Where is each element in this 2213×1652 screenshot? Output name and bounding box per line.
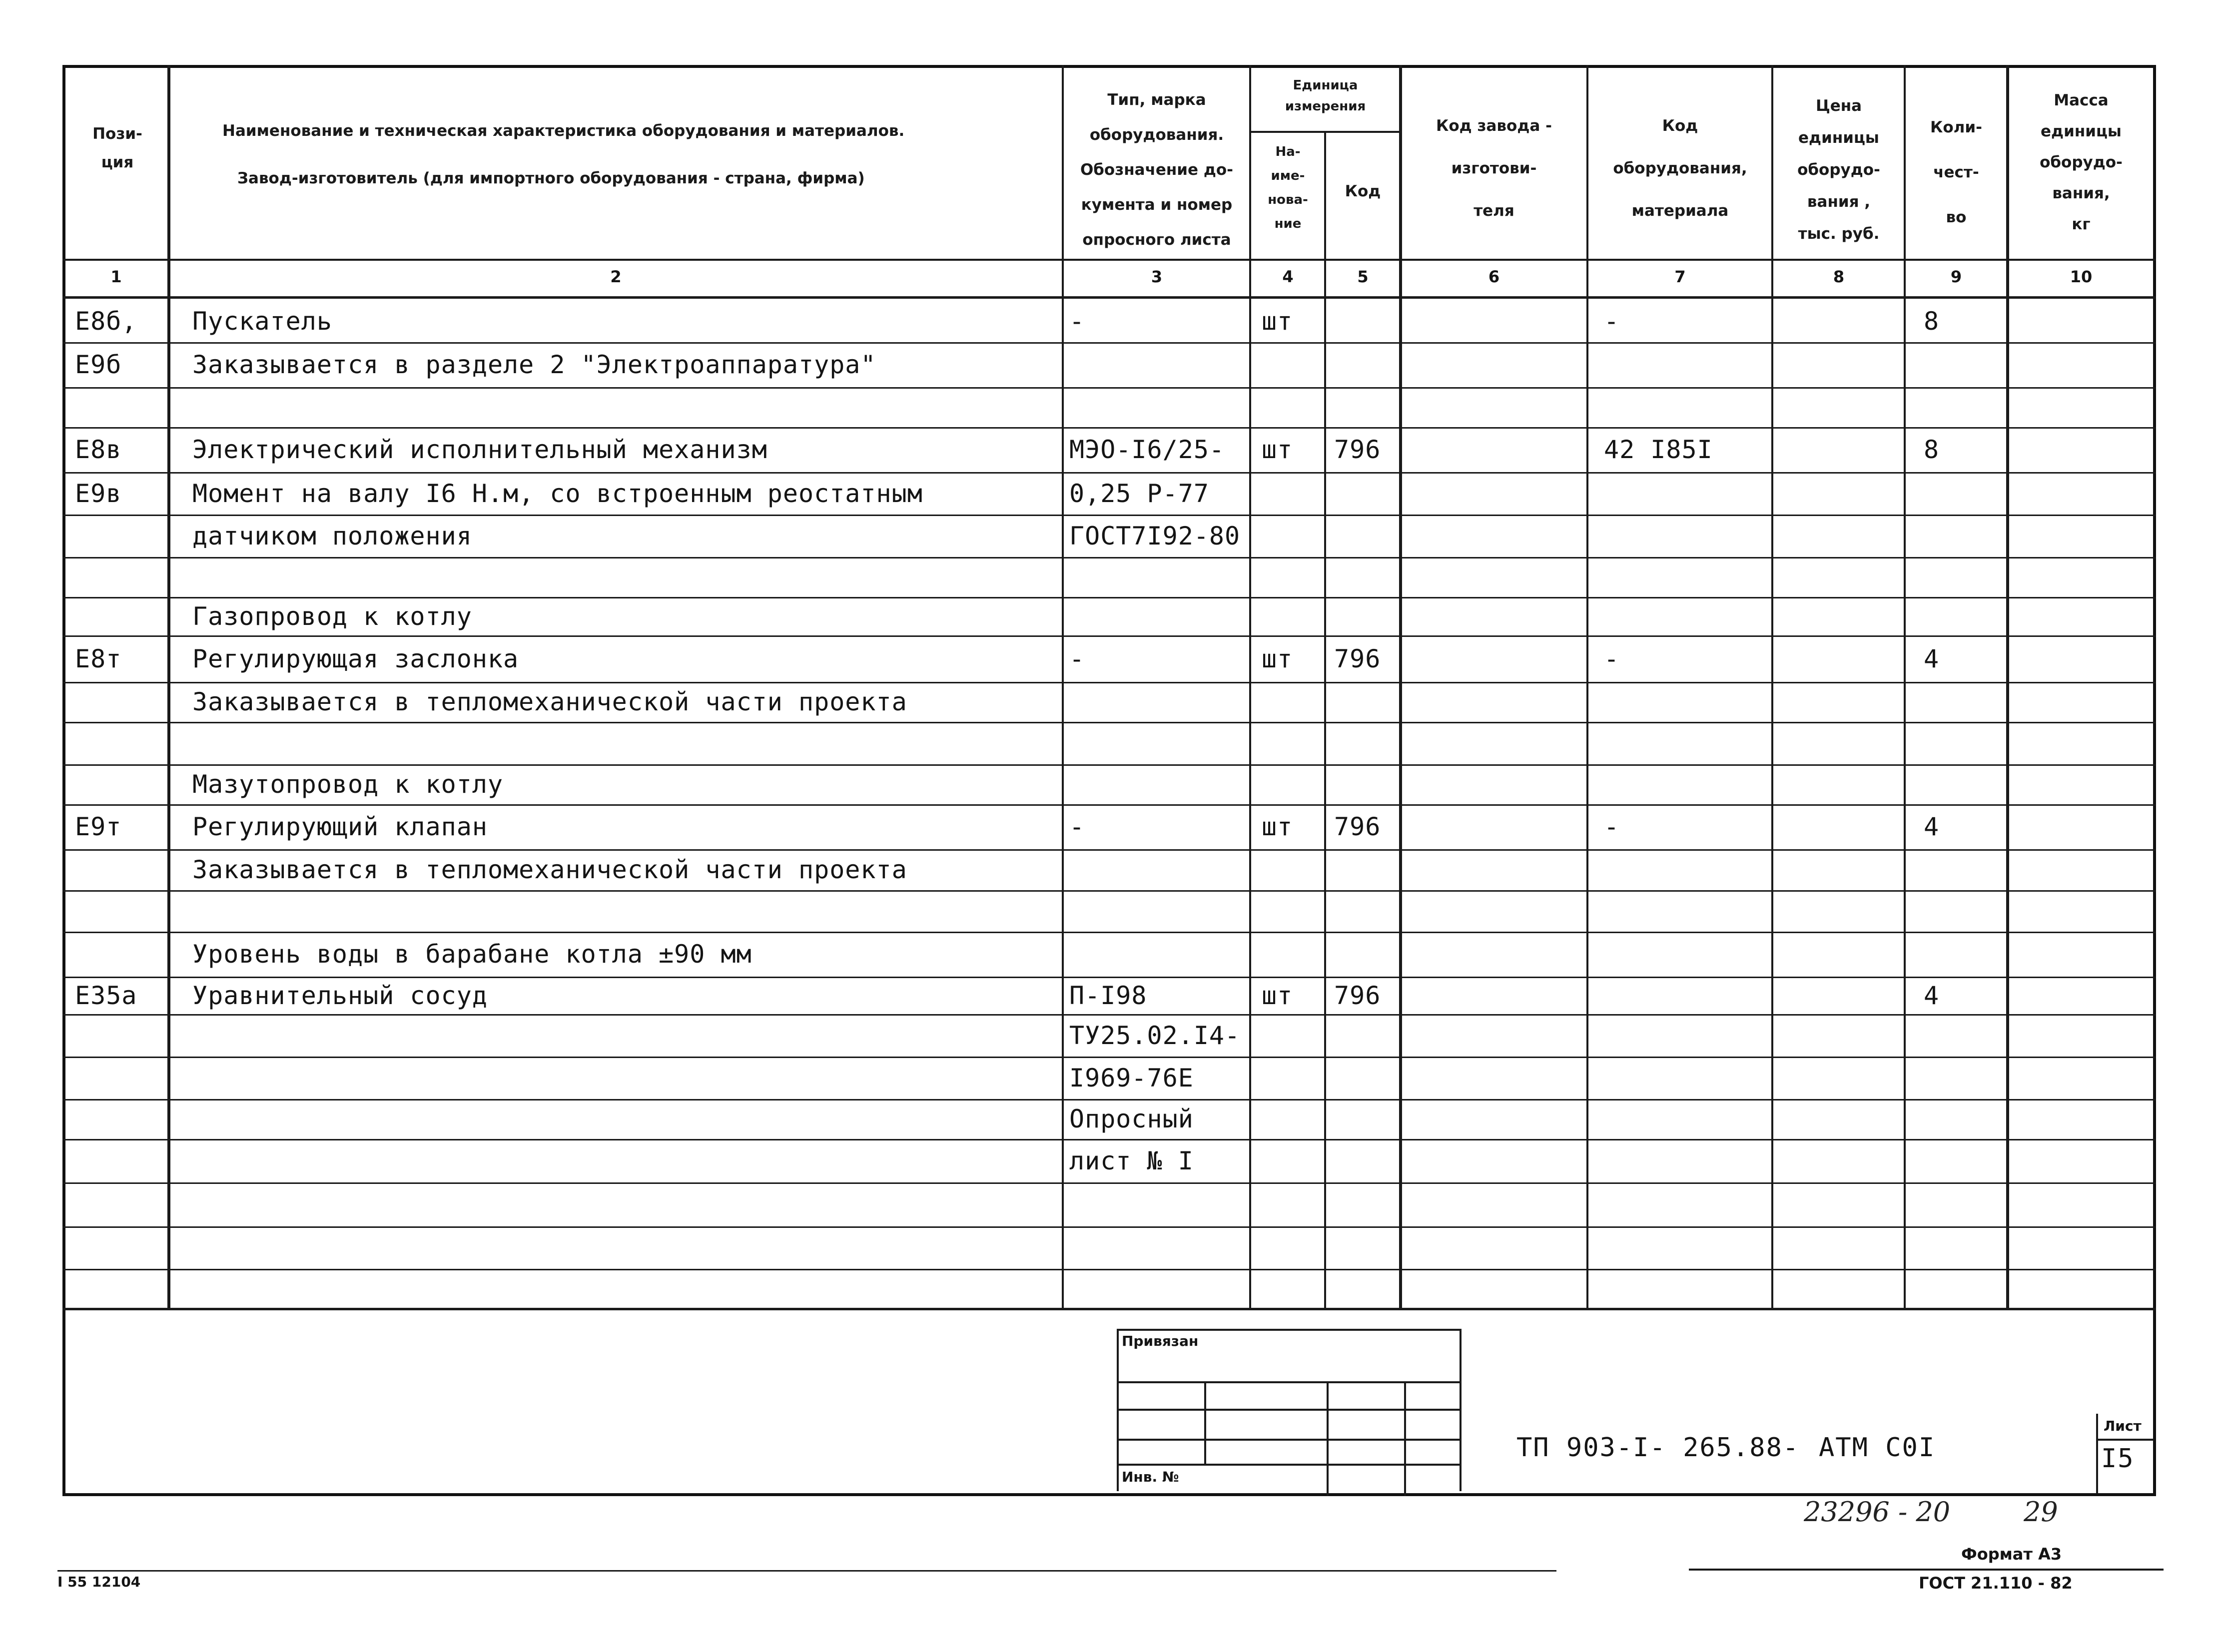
cell-quantity: 8 — [1924, 435, 1940, 464]
cell-position: Е9в — [75, 479, 122, 508]
cell-material-code: - — [1604, 644, 1620, 673]
format-label: Формат А3 — [1961, 1545, 2062, 1564]
cell-type: лист № I — [1069, 1146, 1194, 1175]
cell-name: Регулирующая заслонка — [192, 644, 519, 673]
colnum-7: 7 — [1674, 267, 1686, 286]
colnum-6: 6 — [1488, 267, 1500, 286]
cell-quantity: 4 — [1924, 644, 1940, 673]
table-row — [0, 342, 2213, 387]
cell-type: Опросный — [1069, 1104, 1194, 1133]
cell-code: 796 — [1334, 644, 1381, 673]
doc-code: ТП 903-I- 265.88- — [1516, 1433, 1800, 1463]
sheet-label: Лист — [2104, 1418, 2142, 1434]
cell-material-code: - — [1604, 306, 1620, 336]
table-row — [0, 977, 2213, 1014]
table-row — [0, 1269, 2213, 1309]
cell-name: Заказывается в разделе 2 "Электроаппаратура" — [192, 350, 876, 379]
cell-name: Мазутопровод к котлу — [192, 770, 504, 799]
colnum-3: 3 — [1151, 267, 1163, 286]
header-col10: Масса единицы оборудо- вания, кг — [2040, 91, 2123, 233]
table-row — [0, 387, 2213, 427]
table-row — [0, 764, 2213, 804]
header-col4: На- име- нова- ние — [1268, 144, 1308, 231]
cell-material-code: 42 I85I — [1604, 435, 1713, 464]
stamp-line-4 — [1117, 1464, 1462, 1466]
cell-code: 796 — [1334, 981, 1381, 1010]
colnum-1: 1 — [110, 267, 122, 286]
cell-name: Уровень воды в барабане котла ±90 мм — [192, 940, 752, 969]
sheet-number: I5 — [2101, 1444, 2135, 1474]
header-col8: Цена единицы оборудо- вания , тыс. руб. — [1797, 97, 1880, 243]
table-row — [0, 300, 2213, 342]
cell-type: I969-76Е — [1069, 1063, 1194, 1093]
cell-position: Е8б, — [75, 306, 137, 336]
cell-type: П-I98 — [1069, 981, 1147, 1010]
cell-unit: шт — [1262, 435, 1293, 464]
cell-quantity: 8 — [1924, 306, 1940, 336]
colnum-8: 8 — [1833, 267, 1845, 286]
stamp-vline-1 — [1204, 1381, 1206, 1464]
cell-position: Е8т — [75, 644, 122, 673]
cell-name: датчиком положения — [192, 521, 472, 551]
cell-name: Заказывается в тепломеханической части проекта — [192, 687, 907, 716]
cell-name: Электрический исполнительный механизм — [192, 435, 767, 464]
table-row — [0, 515, 2213, 557]
cell-type: - — [1069, 306, 1085, 336]
table-row — [0, 682, 2213, 722]
gost-label: ГОСТ 21.110 - 82 — [1919, 1574, 2073, 1593]
doc-mark: АТМ С0I — [1819, 1433, 1936, 1463]
header-col1: Пози- ция — [92, 125, 142, 171]
table-row — [0, 932, 2213, 977]
colnum-2: 2 — [610, 267, 622, 286]
stamp-line-3 — [1117, 1439, 1462, 1441]
table-row — [0, 1057, 2213, 1099]
stamp-inv-label: Инв. № — [1122, 1469, 1179, 1485]
table-row — [0, 1099, 2213, 1139]
left-code-label: I 55 12104 — [57, 1574, 141, 1590]
cell-name: Момент на валу I6 Н.м, со встроенным реостатным — [192, 479, 923, 508]
stamp-vline-3 — [1404, 1381, 1406, 1496]
colnum-4: 4 — [1282, 267, 1294, 286]
table-row — [0, 557, 2213, 597]
footer-line-right — [1689, 1569, 2164, 1571]
handwritten-number-2: 29 — [2024, 1496, 2058, 1528]
cell-position: Е9б — [75, 350, 122, 379]
header-col2: Наименование и техническая характеристика оборудования и материалов. Завод-изготовитель (для импортного оборудования - страна, фирма) — [222, 122, 905, 187]
cell-unit: шт — [1262, 812, 1293, 841]
colnum-bottom-line — [62, 296, 2156, 299]
colnum-5: 5 — [1357, 267, 1369, 286]
sheet-box-line — [2096, 1439, 2154, 1441]
cell-name: Пускатель — [192, 306, 332, 336]
table-row — [0, 472, 2213, 515]
header-col7: Код оборудования, материала — [1613, 117, 1747, 220]
table-row — [0, 804, 2213, 849]
table-row — [0, 890, 2213, 932]
stamp-linked-label: Привязан — [1122, 1333, 1199, 1349]
cell-unit: шт — [1262, 644, 1293, 673]
cell-position: Е8в — [75, 435, 122, 464]
cell-name: Регулирующий клапан — [192, 812, 488, 841]
header-col3: Тип, марка оборудования. Обозначение до- кумента и номер опросного листа — [1080, 91, 1234, 249]
cell-material-code: - — [1604, 812, 1620, 841]
cell-type: МЭО-I6/25- — [1069, 435, 1225, 464]
header-col9: Коли- чест- во — [1930, 118, 1982, 226]
table-row — [0, 1014, 2213, 1057]
table-row — [0, 849, 2213, 890]
header-col5: Код — [1345, 182, 1381, 200]
footer-line-left — [57, 1570, 1556, 1572]
cell-unit: шт — [1262, 981, 1293, 1010]
colnum-10: 10 — [2070, 267, 2093, 286]
stamp-line-1 — [1117, 1381, 1462, 1383]
table-row — [0, 635, 2213, 682]
table-row — [0, 427, 2213, 472]
header-unit-group: Единица измерения — [1285, 78, 1366, 114]
cell-unit: шт — [1262, 306, 1293, 336]
cell-quantity: 4 — [1924, 812, 1940, 841]
cell-type: ТУ25.02.I4- — [1069, 1021, 1241, 1050]
colnum-9: 9 — [1950, 267, 1962, 286]
handwritten-number: 23296 - 20 — [1804, 1496, 1951, 1528]
cell-name: Уравнительный сосуд — [192, 981, 488, 1010]
table-row — [0, 597, 2213, 635]
stamp-vline-2 — [1327, 1381, 1329, 1496]
table-row — [0, 722, 2213, 764]
cell-type: - — [1069, 812, 1085, 841]
cell-code: 796 — [1334, 435, 1381, 464]
stamp-line-2 — [1117, 1409, 1462, 1411]
cell-code: 796 — [1334, 812, 1381, 841]
table-row — [0, 1139, 2213, 1182]
cell-position: Е35а — [75, 981, 137, 1010]
cell-quantity: 4 — [1924, 981, 1940, 1010]
header-col6: Код завода - изготови- теля — [1436, 117, 1552, 220]
table-row — [0, 1226, 2213, 1269]
cell-position: Е9т — [75, 812, 122, 841]
cell-type: 0,25 Р-77 — [1069, 479, 1209, 508]
table-row — [0, 1182, 2213, 1226]
cell-name: Заказывается в тепломеханической части проекта — [192, 855, 907, 884]
cell-type: - — [1069, 644, 1085, 673]
cell-type: ГОСТ7I92-80 — [1069, 521, 1241, 551]
cell-name: Газопровод к котлу — [192, 601, 472, 631]
